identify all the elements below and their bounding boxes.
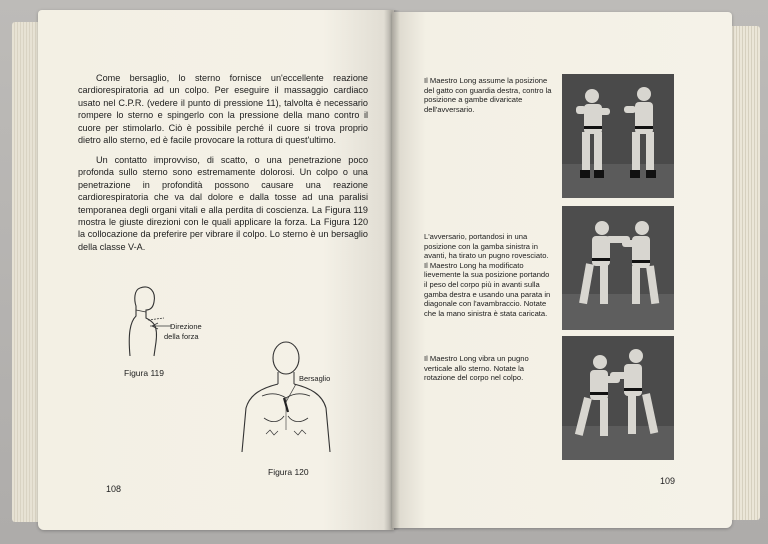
photo-3 — [562, 336, 674, 460]
page-number-right: 109 — [660, 476, 676, 486]
paragraph-1: Come bersaglio, lo sterno fornisce un'eccellente reazione cardiorespiratoria ad un colpo. Per eseguire il massaggio cardiaco usato nel C.P.R. (vedere il punto di pressione 11), talvolta è necessario rompere lo sterno e spingerlo con la pressione della mano contro il cuore per stimolarlo. Ciò è possibile perché il cuore si trova proprio dietro allo sterno, ed è facile provocare la rottura di quest'ultimo. — [78, 73, 368, 146]
figure-120-target-label: Bersaglio — [299, 374, 331, 383]
figure-120-drawing — [240, 338, 340, 458]
figure-119-direction-label-1: Direzione — [170, 322, 202, 331]
paragraph-2: Un contatto improvviso, di scatto, o una penetrazione poco profonda sullo sterno sono estremamente dolorosi. Un colpo o una penetrazione in profondità possono causare una reazione cardiorespiratoria che va dal dolore e dalla tosse ad una paralisi temporanea degli organi vitali e alla perdita di coscienza. La Figura 119 mostra le giuste direzioni con le quali applicare la forza. La Figura 120 la collocazione da preferire per vibrare il colpo. Lo sterno è un bersaglio della classe V-A. — [78, 155, 368, 252]
caption-3: Il Maestro Long vibra un pugno verticale allo sterno. Notate la rotazione del corpo nel colpo. — [424, 354, 529, 383]
page-number-left: 108 — [106, 484, 122, 494]
photo-2 — [562, 206, 674, 330]
photo-1 — [562, 74, 674, 198]
book-gutter — [384, 10, 400, 530]
figure-119-caption: Figura 119 — [124, 368, 165, 378]
caption-1: Il Maestro Long assume la posizione del gatto con guardia destra, contro la posizione a gambe divaricate dell'avversario. — [424, 76, 552, 114]
caption-2: L'avversario, portandosi in una posizione con la gamba sinistra in avanti, ha tirato un pugno rovesciato. Il Maestro Long ha modificato lievemente la sua posizione portando il peso del corpo più in avanti sulla gamba destra e usando una parata in diagonale con l'avambraccio. Notate che la mano sinistra è stata caricata. — [424, 232, 551, 318]
figure-119-direction-label-2: della forza — [164, 332, 199, 341]
figure-120-caption: Figura 120 — [268, 467, 309, 477]
